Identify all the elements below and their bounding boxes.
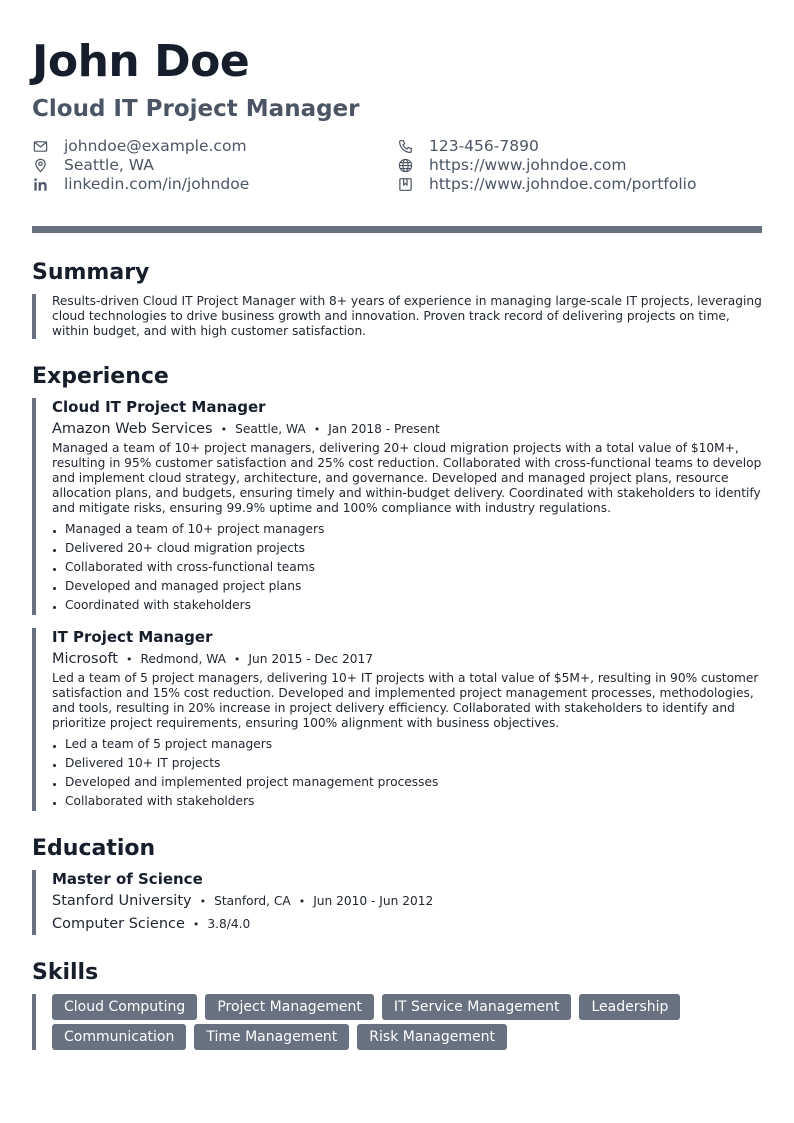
job-dates: Jan 2018 - Present bbox=[328, 422, 440, 436]
education-dates: Jun 2010 - Jun 2012 bbox=[313, 894, 434, 908]
job-bullet: Developed and implemented project management processes bbox=[52, 773, 762, 792]
school-location: Stanford, CA bbox=[214, 894, 291, 908]
summary-heading: Summary bbox=[32, 260, 150, 285]
contact-portfolio[interactable] bbox=[397, 175, 762, 193]
contact-portfolio-text: https://www.johndoe.com/portfolio bbox=[429, 175, 697, 193]
skills-list bbox=[52, 994, 762, 1050]
experience-heading: Experience bbox=[32, 364, 169, 389]
separator-dot: • bbox=[126, 653, 133, 666]
resume-page bbox=[32, 36, 762, 1050]
linkedin-icon bbox=[32, 176, 48, 192]
job-bullet: Delivered 20+ cloud migration projects bbox=[52, 539, 762, 558]
contact-website[interactable] bbox=[397, 156, 762, 174]
contact-website-text: https://www.johndoe.com bbox=[429, 156, 627, 174]
candidate-role: Cloud IT Project Manager bbox=[32, 96, 360, 122]
education-entry bbox=[32, 870, 762, 935]
job-bullet: Collaborated with cross-functional teams bbox=[52, 558, 762, 577]
skills-block bbox=[32, 994, 762, 1050]
location-pin-icon bbox=[32, 157, 48, 173]
job-bullet: Led a team of 5 project managers bbox=[52, 735, 762, 754]
job-description: Managed a team of 10+ project managers, delivering 20+ cloud migration projects with a total value of $10M+, resulting in 95% customer satisfaction and 25% cost reduction. Collaborated with cross-functional teams to develop and implement cloud strategy, architecture, and governance. Developed and managed project plans, resource allocation plans, and budgets, ensuring timely and within-budget delivery. Coordinated with stakeholders to identify and mitigate risks, ensuring 99.9% uptime and 100% compliance with industry regulations. bbox=[52, 441, 762, 515]
gpa: 3.8/4.0 bbox=[207, 917, 251, 931]
phone-icon bbox=[397, 138, 413, 154]
job-dates: Jun 2015 - Dec 2017 bbox=[248, 652, 373, 666]
education-heading: Education bbox=[32, 836, 156, 861]
separator-dot: • bbox=[199, 895, 207, 908]
skill-tag: Project Management bbox=[205, 994, 374, 1020]
job-bullets bbox=[52, 735, 762, 811]
job-bullets bbox=[52, 520, 762, 615]
job-title: Cloud IT Project Manager bbox=[52, 398, 266, 416]
school: Stanford University bbox=[52, 893, 192, 909]
contact-phone-text: 123-456-7890 bbox=[429, 137, 539, 155]
separator-dot: • bbox=[298, 895, 306, 908]
contact-email-text: johndoe@example.com bbox=[64, 137, 247, 155]
job-location: Seattle, WA bbox=[235, 422, 306, 436]
header-divider bbox=[32, 226, 762, 233]
job-entry bbox=[32, 398, 762, 615]
portfolio-icon bbox=[397, 176, 413, 192]
summary-text: Results-driven Cloud IT Project Manager with 8+ years of experience in managing large-scale IT projects, leveraging cloud technologies to drive business growth and innovation. Proven track record of delivering projects on time, within budget, and with high customer satisfaction. bbox=[52, 294, 762, 338]
job-bullet: Collaborated with stakeholders bbox=[52, 792, 762, 811]
field-of-study: Computer Science bbox=[52, 916, 185, 932]
skill-tag: Communication bbox=[52, 1024, 186, 1050]
contact-linkedin[interactable] bbox=[32, 175, 397, 193]
separator-dot: • bbox=[233, 653, 241, 666]
globe-icon bbox=[397, 157, 413, 173]
skill-tag: Time Management bbox=[194, 1024, 349, 1050]
degree: Master of Science bbox=[52, 870, 203, 888]
skill-tag: Cloud Computing bbox=[52, 994, 197, 1020]
job-company: Amazon Web Services bbox=[52, 421, 213, 437]
mail-icon bbox=[32, 138, 48, 154]
contact-linkedin-text: linkedin.com/in/johndoe bbox=[64, 175, 250, 193]
candidate-name: John Doe bbox=[32, 36, 250, 87]
skills-heading: Skills bbox=[32, 960, 99, 985]
contact-list bbox=[32, 137, 762, 193]
job-bullet: Delivered 10+ IT projects bbox=[52, 754, 762, 773]
job-bullet: Coordinated with stakeholders bbox=[52, 596, 762, 615]
summary-block bbox=[32, 294, 762, 339]
job-description: Led a team of 5 project managers, delivering 10+ IT projects with a total value of $5M+, resulting in 90% customer satisfaction and 15% cost reduction. Developed and implemented project management processes, methodologies, and tools, resulting in 20% increase in project delivery efficiency. Collaborated with stakeholders to identify and prioritize project requirements, ensuring 100% alignment with business objectives. bbox=[52, 671, 759, 730]
job-bullet: Developed and managed project plans bbox=[52, 577, 762, 596]
job-company: Microsoft bbox=[52, 651, 118, 667]
job-meta bbox=[52, 419, 762, 440]
job-location: Redmond, WA bbox=[140, 652, 226, 666]
contact-location-text: Seattle, WA bbox=[64, 156, 154, 174]
separator-dot: • bbox=[313, 423, 321, 436]
skill-tag: Risk Management bbox=[357, 1024, 507, 1050]
skill-tag: IT Service Management bbox=[382, 994, 572, 1020]
separator-dot: • bbox=[220, 423, 228, 436]
job-title: IT Project Manager bbox=[52, 628, 213, 646]
education-field-meta bbox=[52, 914, 762, 935]
job-meta bbox=[52, 649, 762, 670]
contact-location bbox=[32, 156, 397, 174]
job-bullet: Managed a team of 10+ project managers bbox=[52, 520, 762, 539]
education-meta bbox=[52, 891, 762, 912]
separator-dot: • bbox=[192, 918, 200, 931]
job-entry bbox=[32, 628, 762, 811]
contact-phone[interactable] bbox=[397, 137, 762, 155]
skill-tag: Leadership bbox=[579, 994, 680, 1020]
contact-email[interactable] bbox=[32, 137, 397, 155]
